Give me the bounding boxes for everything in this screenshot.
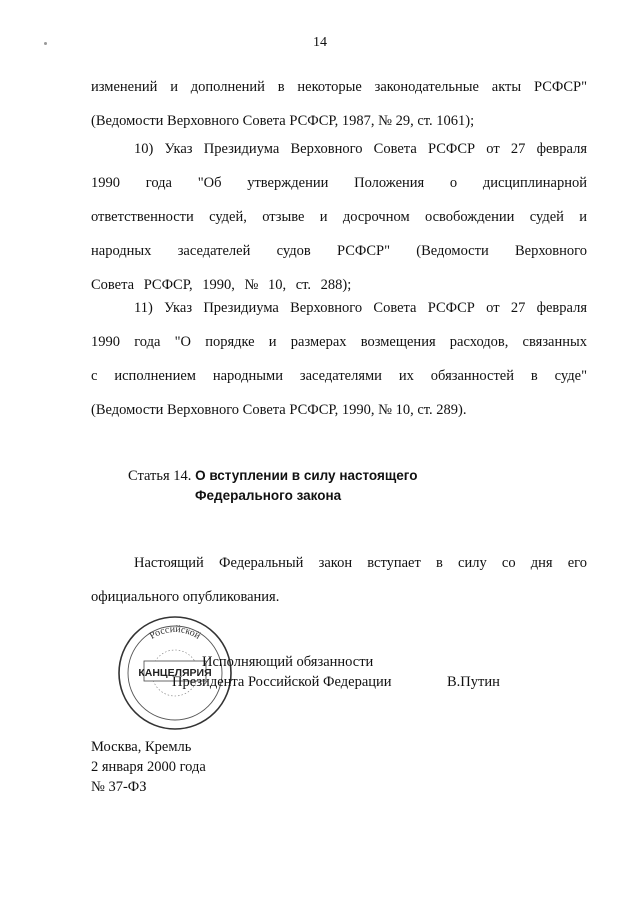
signer-name: В.Путин	[447, 674, 500, 690]
text-line: с исполнением народными заседателями их обязанностей в суде"	[91, 368, 587, 384]
article-label: Статья 14.	[128, 468, 192, 484]
list-item-11	[91, 291, 587, 427]
article-text	[91, 546, 587, 614]
text-line: ответственности судей, отзыве и досрочном освобождении судей и	[91, 209, 587, 225]
article-title-cont: Федерального закона	[195, 488, 342, 503]
place: Москва, Кремль	[91, 739, 192, 755]
signature-title-line2: Президента Российской Федерации	[172, 674, 392, 690]
paragraph-continuation	[91, 70, 587, 138]
list-item-10	[91, 132, 587, 302]
seal-top-text: Российской	[147, 623, 203, 642]
text-line: Настоящий Федеральный закон вступает в силу со дня его	[134, 555, 587, 571]
seal-center-text: КАНЦЕЛЯРИЯ	[138, 667, 212, 679]
text-line: 11) Указ Президиума Верховного Совета РСФСР от 27 февраля	[134, 300, 587, 316]
text-line: 1990 года "О порядке и размерах возмещения расходов, связанных	[91, 334, 587, 350]
article-title: О вступлении в силу настоящего	[195, 468, 418, 483]
text-line: (Ведомости Верховного Совета РСФСР, 1990, № 10, ст. 289).	[91, 402, 467, 418]
signature-title-line1: Исполняющий обязанности	[202, 654, 374, 670]
svg-text:Российской	[148, 624, 203, 642]
place-date-block	[91, 737, 206, 797]
text-line: 10) Указ Президиума Верховного Совета РСФСР от 27 февраля	[134, 141, 587, 157]
text-line: 1990 года "Об утверждении Положения о дисциплинарной	[91, 175, 587, 191]
text-line: Совета РСФСР, 1990, № 10, ст. 288);	[91, 277, 352, 293]
date: 2 января 2000 года	[91, 759, 206, 775]
article-heading	[128, 466, 417, 506]
text-line: официального опубликования.	[91, 589, 280, 605]
signature-block	[172, 652, 392, 692]
text-line: народных заседателей судов РСФСР" (Ведомости Верховного	[91, 243, 587, 259]
page-number: 14	[313, 35, 327, 50]
law-number: № 37-ФЗ	[91, 779, 147, 795]
text-line: (Ведомости Верховного Совета РСФСР, 1987, № 29, ст. 1061);	[91, 113, 475, 129]
text-line: изменений и дополнений в некоторые законодательные акты РСФСР"	[91, 79, 587, 95]
